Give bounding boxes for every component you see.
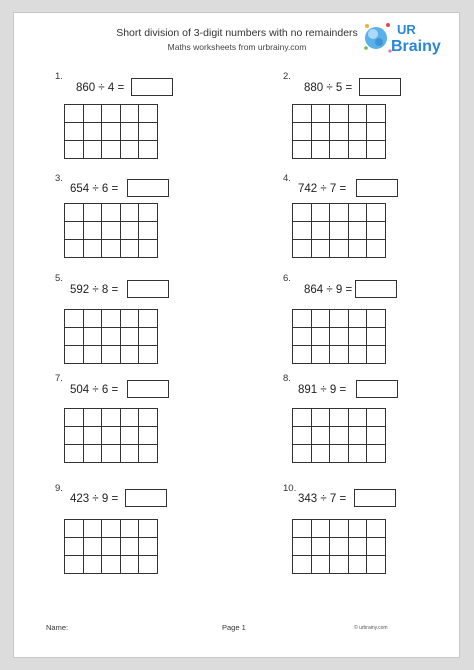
grid-cell[interactable] [84, 240, 103, 258]
grid-cell[interactable] [312, 310, 331, 328]
svg-text:Brainy: Brainy [391, 38, 441, 55]
grid-cell[interactable] [349, 346, 368, 364]
grid-cell[interactable] [102, 346, 121, 364]
grid-cell[interactable] [330, 240, 349, 258]
grid-cell[interactable] [121, 240, 140, 258]
worksheet-title: Short division of 3-digit numbers with no remainders [116, 27, 358, 39]
grid-cell[interactable] [330, 520, 349, 538]
working-grid[interactable] [64, 104, 158, 159]
name-label: Name: [46, 623, 69, 632]
grid-cell[interactable] [65, 346, 84, 364]
page-number: Page 1 [222, 623, 246, 632]
grid-cell[interactable] [293, 538, 312, 556]
grid-cell[interactable] [102, 141, 121, 159]
grid-cell[interactable] [330, 346, 349, 364]
division-equation: 592 ÷ 8 = [70, 284, 119, 296]
grid-cell[interactable] [121, 556, 140, 574]
copyright-text: © urbrainy.com [354, 625, 388, 631]
grid-cell[interactable] [121, 204, 140, 222]
grid-cell[interactable] [121, 538, 140, 556]
grid-cell[interactable] [102, 310, 121, 328]
grid-cell[interactable] [330, 204, 349, 222]
answer-box[interactable] [127, 179, 169, 197]
grid-cell[interactable] [139, 556, 158, 574]
grid-cell[interactable] [139, 105, 158, 123]
division-equation: 864 ÷ 9 = [304, 284, 353, 296]
grid-cell[interactable] [312, 123, 331, 141]
working-grid[interactable] [292, 309, 386, 364]
question-number: 7. [55, 373, 63, 384]
grid-cell[interactable] [84, 204, 103, 222]
grid-cell[interactable] [84, 328, 103, 346]
grid-cell[interactable] [293, 105, 312, 123]
question-number: 10. [283, 483, 297, 494]
grid-cell[interactable] [121, 105, 140, 123]
question-number: 6. [283, 273, 291, 284]
grid-cell[interactable] [121, 328, 140, 346]
grid-cell[interactable] [293, 409, 312, 427]
working-grid[interactable] [292, 408, 386, 463]
question-number: 8. [283, 373, 291, 384]
grid-cell[interactable] [121, 445, 140, 463]
grid-cell[interactable] [312, 520, 331, 538]
division-equation: 654 ÷ 6 = [70, 183, 119, 195]
grid-cell[interactable] [102, 538, 121, 556]
question-number: 5. [55, 273, 63, 284]
answer-box[interactable] [355, 280, 397, 298]
grid-cell[interactable] [293, 310, 312, 328]
grid-cell[interactable] [65, 409, 84, 427]
grid-cell[interactable] [349, 141, 368, 159]
grid-cell[interactable] [121, 409, 140, 427]
grid-cell[interactable] [330, 222, 349, 240]
answer-box[interactable] [127, 280, 169, 298]
division-equation: 742 ÷ 7 = [298, 183, 347, 195]
grid-cell[interactable] [349, 520, 368, 538]
grid-cell[interactable] [84, 556, 103, 574]
grid-cell[interactable] [349, 240, 368, 258]
grid-cell[interactable] [102, 445, 121, 463]
answer-box[interactable] [127, 380, 169, 398]
grid-cell[interactable] [367, 328, 386, 346]
grid-cell[interactable] [139, 204, 158, 222]
grid-cell[interactable] [367, 105, 386, 123]
grid-cell[interactable] [349, 427, 368, 445]
grid-cell[interactable] [65, 445, 84, 463]
grid-cell[interactable] [65, 520, 84, 538]
grid-cell[interactable] [102, 123, 121, 141]
grid-cell[interactable] [312, 240, 331, 258]
grid-cell[interactable] [349, 328, 368, 346]
grid-cell[interactable] [293, 445, 312, 463]
question-number: 4. [283, 173, 291, 184]
grid-cell[interactable] [330, 105, 349, 123]
grid-cell[interactable] [65, 427, 84, 445]
grid-cell[interactable] [102, 556, 121, 574]
grid-cell[interactable] [330, 556, 349, 574]
grid-cell[interactable] [349, 445, 368, 463]
grid-cell[interactable] [367, 556, 386, 574]
grid-cell[interactable] [367, 222, 386, 240]
answer-box[interactable] [354, 489, 396, 507]
question-number: 3. [55, 173, 63, 184]
grid-cell[interactable] [139, 123, 158, 141]
grid-cell[interactable] [65, 240, 84, 258]
grid-cell[interactable] [312, 538, 331, 556]
grid-cell[interactable] [293, 141, 312, 159]
answer-box[interactable] [356, 179, 398, 197]
grid-cell[interactable] [121, 520, 140, 538]
grid-cell[interactable] [84, 105, 103, 123]
grid-cell[interactable] [121, 123, 140, 141]
grid-cell[interactable] [102, 520, 121, 538]
grid-cell[interactable] [139, 328, 158, 346]
grid-cell[interactable] [312, 427, 331, 445]
grid-cell[interactable] [312, 204, 331, 222]
grid-cell[interactable] [84, 123, 103, 141]
grid-cell[interactable] [65, 556, 84, 574]
grid-cell[interactable] [84, 445, 103, 463]
grid-cell[interactable] [139, 520, 158, 538]
grid-cell[interactable] [312, 556, 331, 574]
grid-cell[interactable] [367, 520, 386, 538]
grid-cell[interactable] [367, 240, 386, 258]
working-grid[interactable] [64, 203, 158, 258]
grid-cell[interactable] [139, 445, 158, 463]
working-grid[interactable] [292, 519, 386, 574]
grid-cell[interactable] [139, 409, 158, 427]
grid-cell[interactable] [330, 328, 349, 346]
grid-cell[interactable] [349, 105, 368, 123]
grid-cell[interactable] [349, 556, 368, 574]
grid-cell[interactable] [139, 222, 158, 240]
grid-cell[interactable] [293, 240, 312, 258]
grid-cell[interactable] [367, 204, 386, 222]
grid-cell[interactable] [293, 427, 312, 445]
grid-cell[interactable] [367, 310, 386, 328]
grid-cell[interactable] [84, 409, 103, 427]
grid-cell[interactable] [367, 538, 386, 556]
working-grid[interactable] [292, 104, 386, 159]
svg-text:UR: UR [397, 22, 416, 37]
grid-cell[interactable] [102, 222, 121, 240]
grid-cell[interactable] [330, 310, 349, 328]
grid-cell[interactable] [330, 427, 349, 445]
grid-cell[interactable] [312, 141, 331, 159]
grid-cell[interactable] [312, 409, 331, 427]
grid-cell[interactable] [84, 538, 103, 556]
division-equation: 880 ÷ 5 = [304, 82, 353, 94]
urbrainy-logo [363, 18, 447, 58]
grid-cell[interactable] [139, 310, 158, 328]
division-equation: 343 ÷ 7 = [298, 493, 347, 505]
question-number: 2. [283, 71, 291, 82]
grid-cell[interactable] [312, 222, 331, 240]
grid-cell[interactable] [84, 222, 103, 240]
division-equation: 891 ÷ 9 = [298, 384, 347, 396]
grid-cell[interactable] [84, 346, 103, 364]
grid-cell[interactable] [121, 310, 140, 328]
grid-cell[interactable] [139, 427, 158, 445]
grid-cell[interactable] [121, 222, 140, 240]
grid-cell[interactable] [65, 328, 84, 346]
grid-cell[interactable] [293, 556, 312, 574]
grid-cell[interactable] [139, 141, 158, 159]
grid-cell[interactable] [312, 445, 331, 463]
grid-cell[interactable] [349, 204, 368, 222]
grid-cell[interactable] [65, 538, 84, 556]
answer-box[interactable] [359, 78, 401, 96]
grid-cell[interactable] [367, 141, 386, 159]
grid-cell[interactable] [65, 222, 84, 240]
grid-cell[interactable] [65, 204, 84, 222]
grid-cell[interactable] [121, 427, 140, 445]
grid-cell[interactable] [330, 123, 349, 141]
working-grid[interactable] [64, 408, 158, 463]
grid-cell[interactable] [84, 310, 103, 328]
grid-cell[interactable] [102, 409, 121, 427]
grid-cell[interactable] [330, 445, 349, 463]
working-grid[interactable] [64, 309, 158, 364]
grid-cell[interactable] [367, 346, 386, 364]
grid-cell[interactable] [349, 310, 368, 328]
grid-cell[interactable] [102, 204, 121, 222]
question-number: 1. [55, 71, 63, 82]
grid-cell[interactable] [84, 427, 103, 445]
grid-cell[interactable] [102, 240, 121, 258]
grid-cell[interactable] [330, 538, 349, 556]
division-equation: 504 ÷ 6 = [70, 384, 119, 396]
grid-cell[interactable] [65, 123, 84, 141]
grid-cell[interactable] [84, 520, 103, 538]
grid-cell[interactable] [293, 346, 312, 364]
working-grid[interactable] [292, 203, 386, 258]
grid-cell[interactable] [330, 409, 349, 427]
grid-cell[interactable] [102, 427, 121, 445]
grid-cell[interactable] [349, 123, 368, 141]
grid-cell[interactable] [139, 346, 158, 364]
grid-cell[interactable] [139, 240, 158, 258]
grid-cell[interactable] [102, 105, 121, 123]
grid-cell[interactable] [349, 222, 368, 240]
grid-cell[interactable] [121, 141, 140, 159]
grid-cell[interactable] [312, 328, 331, 346]
grid-cell[interactable] [367, 427, 386, 445]
grid-cell[interactable] [330, 141, 349, 159]
grid-cell[interactable] [84, 141, 103, 159]
grid-cell[interactable] [139, 538, 158, 556]
grid-cell[interactable] [293, 123, 312, 141]
answer-box[interactable] [125, 489, 167, 507]
question-number: 9. [55, 483, 63, 494]
division-equation: 423 ÷ 9 = [70, 493, 119, 505]
grid-cell[interactable] [293, 520, 312, 538]
grid-cell[interactable] [293, 222, 312, 240]
working-grid[interactable] [64, 519, 158, 574]
grid-cell[interactable] [65, 310, 84, 328]
grid-cell[interactable] [293, 328, 312, 346]
grid-cell[interactable] [102, 328, 121, 346]
grid-cell[interactable] [65, 141, 84, 159]
grid-cell[interactable] [293, 204, 312, 222]
worksheet-subtitle: Maths worksheets from urbrainy.com [167, 42, 307, 52]
grid-cell[interactable] [367, 409, 386, 427]
grid-cell[interactable] [121, 346, 140, 364]
grid-cell[interactable] [312, 346, 331, 364]
grid-cell[interactable] [367, 123, 386, 141]
answer-box[interactable] [356, 380, 398, 398]
grid-cell[interactable] [367, 445, 386, 463]
grid-cell[interactable] [349, 409, 368, 427]
grid-cell[interactable] [349, 538, 368, 556]
division-equation: 860 ÷ 4 = [76, 82, 125, 94]
grid-cell[interactable] [312, 105, 331, 123]
answer-box[interactable] [131, 78, 173, 96]
grid-cell[interactable] [65, 105, 84, 123]
